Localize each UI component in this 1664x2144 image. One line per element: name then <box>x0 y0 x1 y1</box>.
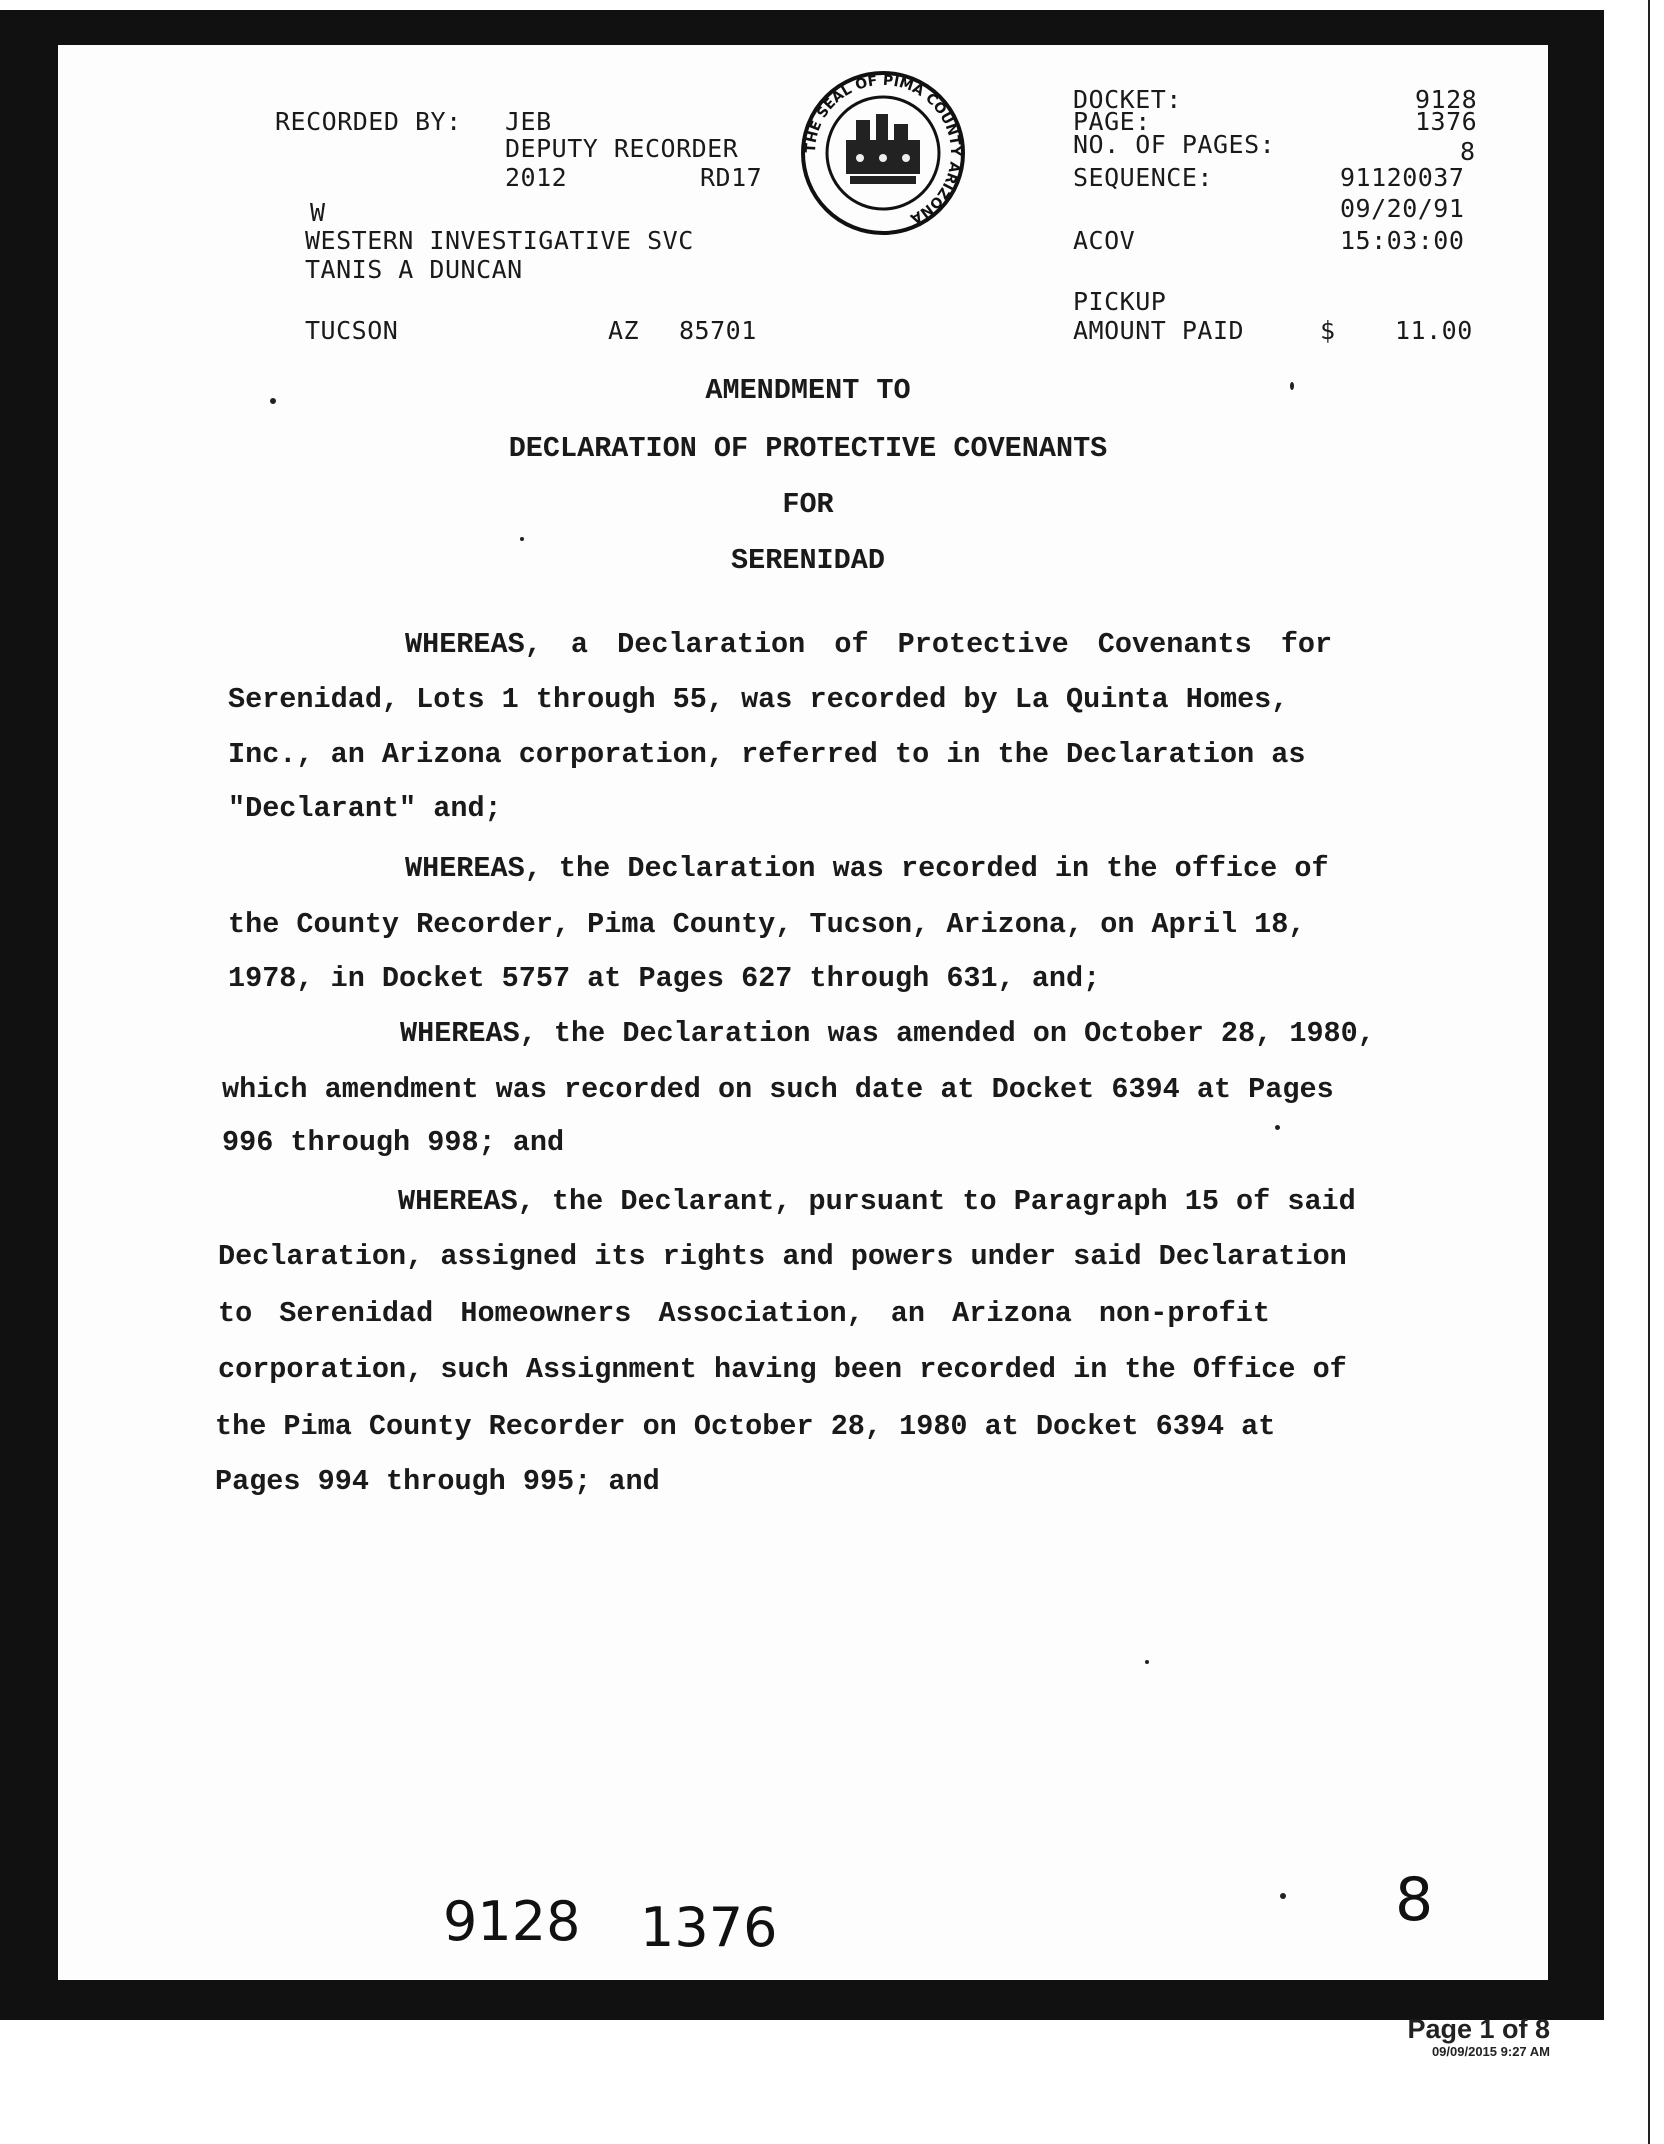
body-line: 1978, in Docket 5757 at Pages 627 through 631, and; <box>228 962 1101 995</box>
body-line: WHEREAS, the Declarant, pursuant to Paragraph 15 of said <box>398 1185 1356 1218</box>
body-line: Serenidad, Lots 1 through 55, was recorded by La Quinta Homes, <box>228 683 1289 716</box>
return-state: AZ <box>608 316 640 345</box>
amount-paid-value: 11.00 <box>1395 316 1473 345</box>
body-line: to Serenidad Homeowners Association, an Arizona non-profit <box>218 1297 1270 1330</box>
pages-value: 8 <box>1460 137 1476 166</box>
body-line: 996 through 998; and <box>222 1126 565 1159</box>
deputy-recorder: DEPUTY RECORDER <box>505 134 739 163</box>
acov-label: ACOV <box>1073 226 1136 255</box>
body-line: which amendment was recorded on such date at Docket 6394 at Pages <box>222 1073 1334 1106</box>
return-company: WESTERN INVESTIGATIVE SVC <box>305 226 694 255</box>
sequence-value: 91120037 <box>1340 163 1465 192</box>
return-code: W <box>310 198 326 227</box>
pages-label: NO. OF PAGES: <box>1073 130 1276 159</box>
return-person: TANIS A DUNCAN <box>305 255 523 284</box>
body-line: Pages 994 through 995; and <box>215 1465 660 1498</box>
title-line-3: FOR <box>782 488 834 521</box>
body-line: WHEREAS, the Declaration was amended on October 28, 1980, <box>400 1017 1375 1050</box>
recorded-date: 09/20/91 <box>1340 194 1465 223</box>
stamp-mark: 8 <box>1395 1865 1434 1935</box>
body-line: Inc., an Arizona corporation, referred to in the Declaration as <box>228 738 1306 771</box>
stamp-page: 1376 <box>640 1896 778 1959</box>
page-label: PAGE: <box>1073 107 1151 136</box>
scan-speck <box>1280 1893 1286 1899</box>
recorder-code-2: RD17 <box>700 163 763 192</box>
docket-value: 9128 <box>1415 85 1478 114</box>
recorded-time: 15:03:00 <box>1340 226 1465 255</box>
body-line: "Declarant" and; <box>228 792 502 825</box>
scan-speck <box>520 537 524 541</box>
body-line: the County Recorder, Pima County, Tucson, Arizona, on April 18, <box>228 908 1306 941</box>
title-line-4: SERENIDAD <box>731 544 885 577</box>
amount-currency: $ <box>1320 316 1336 345</box>
print-timestamp: 09/09/2015 9:27 AM <box>1431 2044 1550 2059</box>
body-line: corporation, such Assignment having been recorded in the Office of <box>218 1353 1347 1386</box>
scan-speck <box>1275 1125 1280 1130</box>
docket-label: DOCKET: <box>1073 85 1182 114</box>
page-number: Page 1 of 8 <box>1407 2014 1550 2044</box>
title-line-2: DECLARATION OF PROTECTIVE COVENANTS <box>508 432 1108 465</box>
county-seal-icon <box>798 68 968 238</box>
recorder-code-1: 2012 <box>505 163 568 192</box>
amount-paid-label: AMOUNT PAID <box>1073 316 1245 345</box>
title-line-1: AMENDMENT TO <box>705 374 911 407</box>
return-zip: 85701 <box>679 316 757 345</box>
body-line: WHEREAS, a Declaration of Protective Covenants for <box>405 628 1333 661</box>
recorded-by-value: JEB <box>505 107 552 136</box>
page-edge-rule <box>1648 0 1650 2144</box>
pickup-label: PICKUP <box>1073 287 1167 316</box>
page-value: 1376 <box>1415 107 1478 136</box>
scan-speck <box>1145 1660 1149 1664</box>
body-line: WHEREAS, the Declaration was recorded in the office of <box>405 852 1329 885</box>
body-line: Declaration, assigned its rights and powers under said Declaration <box>218 1240 1347 1273</box>
sequence-label: SEQUENCE: <box>1073 163 1213 192</box>
body-line: the Pima County Recorder on October 28, 1980 at Docket 6394 at <box>215 1410 1276 1443</box>
seal-text: THE SEAL OF PIMA COUNTY ARIZONA <box>802 72 964 227</box>
recorded-by-label: RECORDED BY: <box>275 107 462 136</box>
scan-speck <box>1290 382 1294 390</box>
stamp-docket: 9128 <box>443 1890 581 1953</box>
return-city: TUCSON <box>305 316 399 345</box>
scan-speck <box>270 398 276 404</box>
